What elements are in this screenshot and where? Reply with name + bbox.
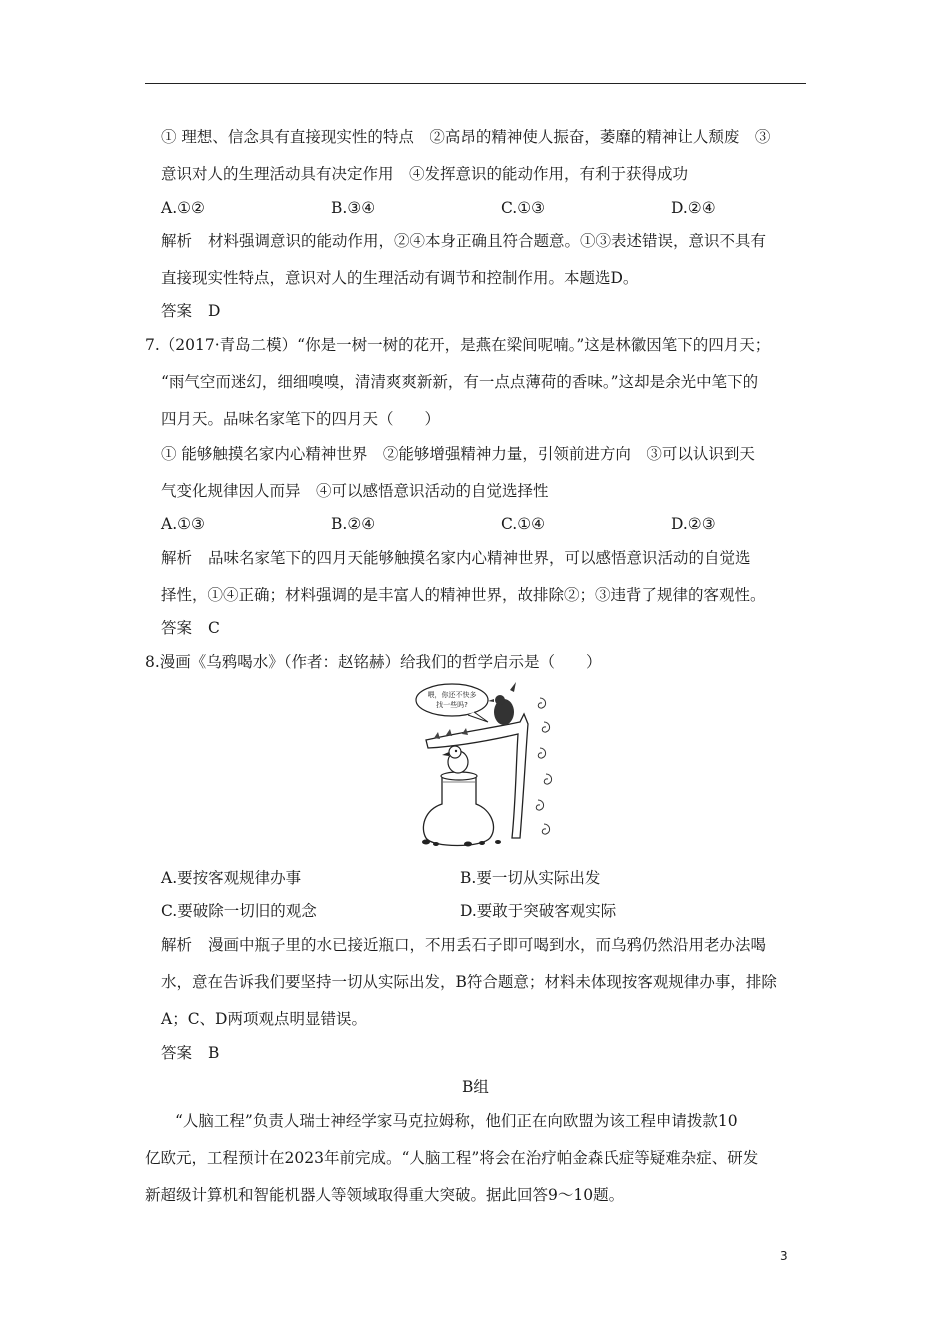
q8-choices-row-2 <box>161 901 759 921</box>
q6-options-line-1: ① 理想、信念具有直接现实性的特点 ②高昂的精神使人振奋，萎靡的精神让人颓废 ③ <box>161 128 771 146</box>
group-b-paragraph-line-2: 亿欧元，工程预计在2023年前完成。“人脑工程”将会在治疗帕金森氏症等疑难杂症、研发 <box>145 1149 759 1167</box>
speech-text-line-1: 喂，你还不快多 <box>427 691 477 699</box>
q8-answer-value: B <box>208 1044 220 1062</box>
q7-analysis-line-1: 解析 品味名家笔下的四月天能够触摸名家内心精神世界，可以感悟意识活动的自觉选 <box>161 549 751 567</box>
q8-analysis-line-2: 水，意在告诉我们要坚持一切从实际出发，B符合题意；材料未体现按客观规律办事，排除 <box>161 973 777 991</box>
q7-stem-line-3: 四月天。品味名家笔下的四月天（ ） <box>161 410 441 428</box>
q6-answer-value: D <box>208 302 221 320</box>
q6-answer-label: 答案 <box>161 302 193 320</box>
q7-analysis-label: 解析 <box>161 549 193 567</box>
q8-choice-a: A.要按客观规律办事 <box>161 869 302 887</box>
q8-choices-row-1 <box>161 868 759 888</box>
q6-options-line-2: 意识对人的生理活动具有决定作用 ④发挥意识的能动作用，有利于获得成功 <box>161 165 689 183</box>
q6-analysis-label: 解析 <box>161 232 193 250</box>
q6-answer <box>161 301 220 321</box>
page-number: 3 <box>780 1249 788 1263</box>
q6-analysis-line-2: 直接现实性特点，意识对人的生理活动有调节和控制作用。本题选D。 <box>161 269 639 287</box>
q7-answer-value: C <box>208 619 220 637</box>
q6-choices <box>161 198 841 218</box>
group-b-paragraph-line-1: “人脑工程”负责人瑞士神经学家马克拉姆称，他们正在向欧盟为该工程申请拨款10 <box>175 1112 738 1130</box>
q8-answer <box>161 1043 219 1063</box>
speech-text-line-2: 找一些吗? <box>436 701 468 709</box>
q7-choice-b: B.②④ <box>331 515 376 533</box>
q8-choice-c: C.要破除一切旧的观念 <box>161 902 317 920</box>
q7-answer <box>161 618 220 638</box>
q8-stem: 8.漫画《乌鸦喝水》（作者：赵铭赫）给我们的哲学启示是（ ） <box>145 653 602 671</box>
q7-options-line-2: 气变化规律因人而异 ④可以感悟意识活动的自觉选择性 <box>161 482 549 500</box>
q6-choice-a: A.①② <box>161 199 205 217</box>
q8-choice-b: B.要一切从实际出发 <box>460 869 601 887</box>
q7-choice-d: D.②③ <box>671 515 716 533</box>
q7-answer-label: 答案 <box>161 619 193 637</box>
group-b-paragraph-line-3: 新超级计算机和智能机器人等领域取得重大突破。据此回答9～10题。 <box>145 1186 625 1204</box>
q7-stem-line-2: “雨气空而迷幻，细细嗅嗅，清清爽爽新新，有一点点薄荷的香味。”这却是余光中笔下的 <box>161 373 759 391</box>
q8-analysis-line-1: 解析 漫画中瓶子里的水已接近瓶口，不用丢石子即可喝到水，而乌鸦仍然沿用老办法喝 <box>161 936 767 954</box>
q8-choice-d: D.要敢于突破客观实际 <box>460 902 617 920</box>
group-b-title: B组 <box>462 1078 489 1096</box>
q8-answer-label: 答案 <box>161 1044 193 1062</box>
q8-analysis-line-3: A；C、D两项观点明显错误。 <box>161 1010 367 1028</box>
q7-choices <box>161 514 841 534</box>
crow-drinking-water-cartoon <box>412 678 560 850</box>
q7-stem-line-1: 7.（2017·青岛二模）“你是一树一树的花开，是燕在梁间呢喃。”这是林徽因笔下的四月天； <box>145 336 771 354</box>
q7-choice-a: A.①③ <box>161 515 205 533</box>
q8-analysis-label: 解析 <box>161 936 193 954</box>
q7-choice-c: C.①④ <box>501 515 546 533</box>
q6-choice-d: D.②④ <box>671 199 716 217</box>
header-rule <box>145 83 806 84</box>
q6-analysis-line-1: 解析 材料强调意识的能动作用，②④本身正确且符合题意。①③表述错误，意识不具有 <box>161 232 767 250</box>
q6-choice-b: B.③④ <box>331 199 376 217</box>
q7-analysis-line-2: 择性，①④正确；材料强调的是丰富人的精神世界，故排除②；③违背了规律的客观性。 <box>161 586 766 604</box>
q7-options-line-1: ① 能够触摸名家内心精神世界 ②能够增强精神力量，引领前进方向 ③可以认识到天 <box>161 445 755 463</box>
q6-choice-c: C.①③ <box>501 199 546 217</box>
